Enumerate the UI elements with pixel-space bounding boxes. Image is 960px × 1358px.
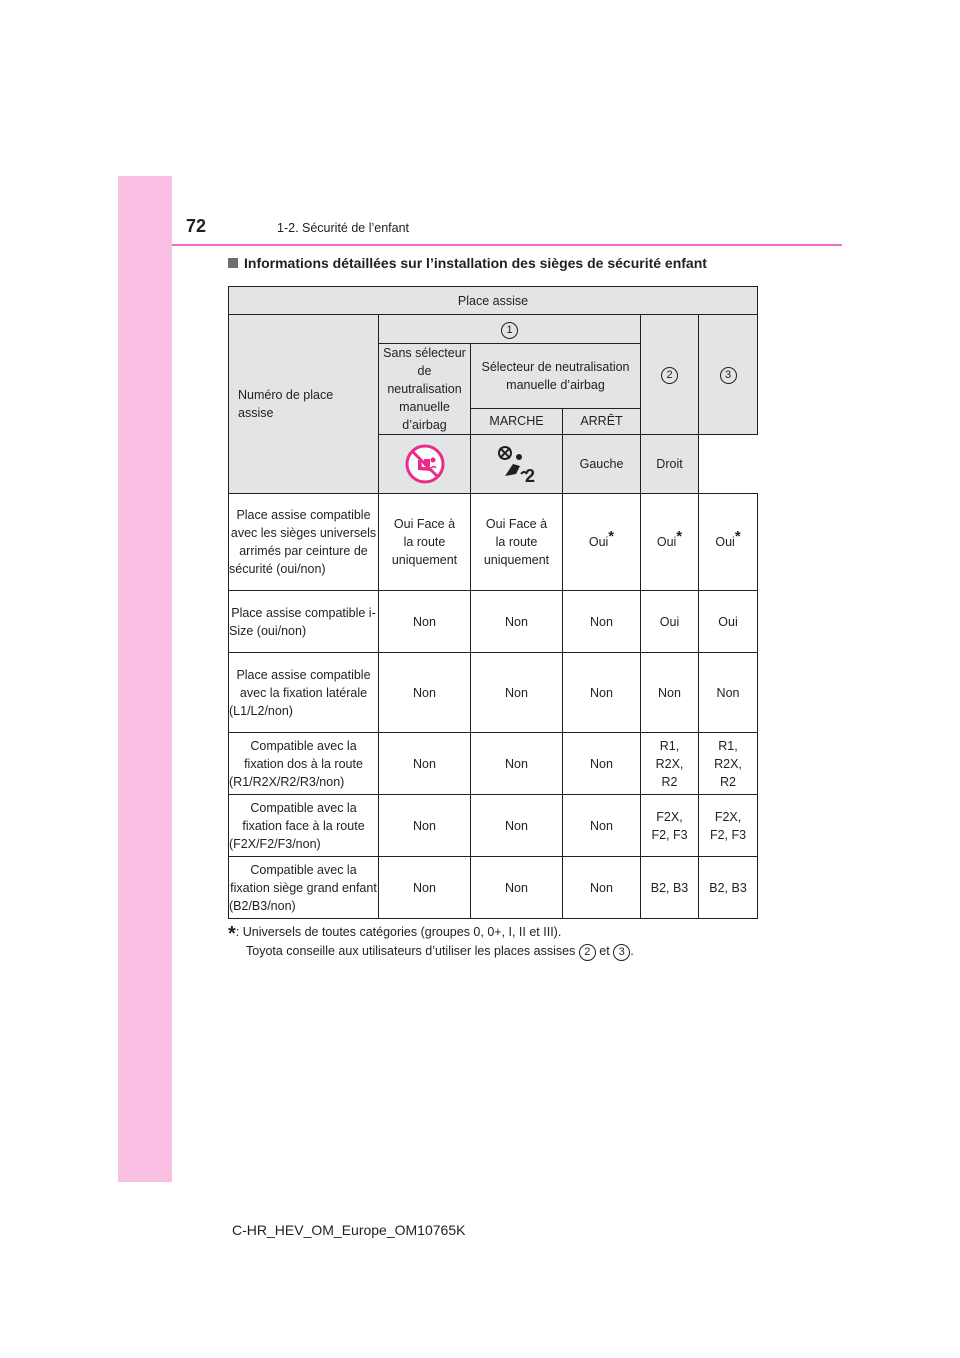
section-title: 1-2. Sécurité de l’enfant [277,221,410,235]
row-4-label: Compatible avec la fixation dos à la route (R1/R2X/R2/R3/non) [229,733,379,795]
row-4-col-2: Non [471,733,563,795]
footnote [228,924,634,961]
footnote-and: et [599,944,610,958]
square-bullet-icon [228,258,238,268]
droit-header: Droit [641,435,699,494]
heading-text: Informations détaillées sur l’installation des sièges de sécurité enfant [244,255,707,271]
place-assise-header: Place assise [229,287,758,315]
row-1-col-4-value: Oui [656,535,677,549]
seat-2-badge: 2 [661,367,678,384]
row-4-col-4: R1, R2X, R2 [641,733,699,795]
row-6-col-2: Non [471,857,563,919]
document-code: C-HR_HEV_OM_Europe_OM10765K [232,1222,466,1238]
airbag-off-cell [471,435,563,494]
row-2-col-1: Non [379,591,471,653]
airbag-on-icon [404,443,446,485]
switch-header: Sélecteur de neutralisation manuelle d’airbag [471,344,641,409]
row-1-col-2: Oui Face à la route uniquement [471,494,563,591]
page-number: 72 [186,216,207,236]
row-5-col-3: Non [563,795,641,857]
row-2-col-5: Oui [699,591,758,653]
footnote-seat-2-badge: 2 [579,944,596,961]
row-1-col-5 [699,494,758,591]
row-3-label: Place assise compatible avec la fixation latérale (L1/L2/non) [229,653,379,733]
child-seat-table [228,286,758,919]
seat-number-label: Numéro de place assise [229,315,379,494]
seat-3-badge: 3 [720,367,737,384]
row-3-col-3: Non [563,653,641,733]
airbag-off-icon [495,444,539,484]
section-heading [228,255,707,271]
row-5-label: Compatible avec la fixation face à la route (F2X/F2/F3/non) [229,795,379,857]
row-4-col-3: Non [563,733,641,795]
row-3-col-4: Non [641,653,699,733]
row-3-col-5: Non [699,653,758,733]
row-1-col-3-value: Oui [588,535,609,549]
row-5-col-5: F2X, F2, F3 [699,795,758,857]
row-1-col-4 [641,494,699,591]
row-6-label: Compatible avec la fixation siège grand enfant (B2/B3/non) [229,857,379,919]
seat-1-header [379,315,641,344]
row-5-col-4: F2X, F2, F3 [641,795,699,857]
row-1-col-1: Oui Face à la route uniquement [379,494,471,591]
row-6-col-5: B2, B3 [699,857,758,919]
footnote-line-1 [228,924,634,943]
row-4-col-1: Non [379,733,471,795]
footnote-text-1: : Universels de toutes catégories (groupes 0, 0+, I, II et III). [235,925,562,939]
no-switch-header: Sans sélecteur de neutralisation manuelle d’airbag [379,344,471,435]
seat-1-badge: 1 [501,322,518,339]
footnote-line-2 [228,943,634,961]
footnote-end: . [630,944,634,958]
side-tab [118,176,172,1182]
arret-header: ARRÊT [563,408,641,434]
row-3-col-1: Non [379,653,471,733]
row-2-label: Place assise compatible i-Size (oui/non) [229,591,379,653]
row-1-col-5-asterisk: * [734,527,741,545]
footnote-seat-3-badge: 3 [613,944,630,961]
seat-2-header [641,315,699,435]
row-3-col-2: Non [471,653,563,733]
airbag-on-cell [379,435,471,494]
airbag-off-digit: 2 [524,466,535,484]
gauche-header: Gauche [563,435,641,494]
row-2-col-2: Non [471,591,563,653]
row-6-col-4: B2, B3 [641,857,699,919]
row-5-col-1: Non [379,795,471,857]
seat-3-header [699,315,758,435]
row-4-col-5: R1, R2X, R2 [699,733,758,795]
row-1-col-3 [563,494,641,591]
footnote-text-2: Toyota conseille aux utilisateurs d’utiliser les places assises [246,944,576,958]
row-6-col-1: Non [379,857,471,919]
row-2-col-3: Non [563,591,641,653]
footnote-asterisk: * [228,923,236,945]
row-5-col-2: Non [471,795,563,857]
row-1-label: Place assise compatible avec les sièges universels arrimés par ceinture de sécurité (oui/non) [229,494,379,591]
row-1-col-4-asterisk: * [676,527,683,545]
row-6-col-3: Non [563,857,641,919]
header-rule [172,244,842,246]
row-1-col-5-value: Oui [715,535,735,549]
marche-header: MARCHE [471,408,563,434]
row-1-col-3-asterisk: * [608,527,615,545]
row-2-col-4: Oui [641,591,699,653]
